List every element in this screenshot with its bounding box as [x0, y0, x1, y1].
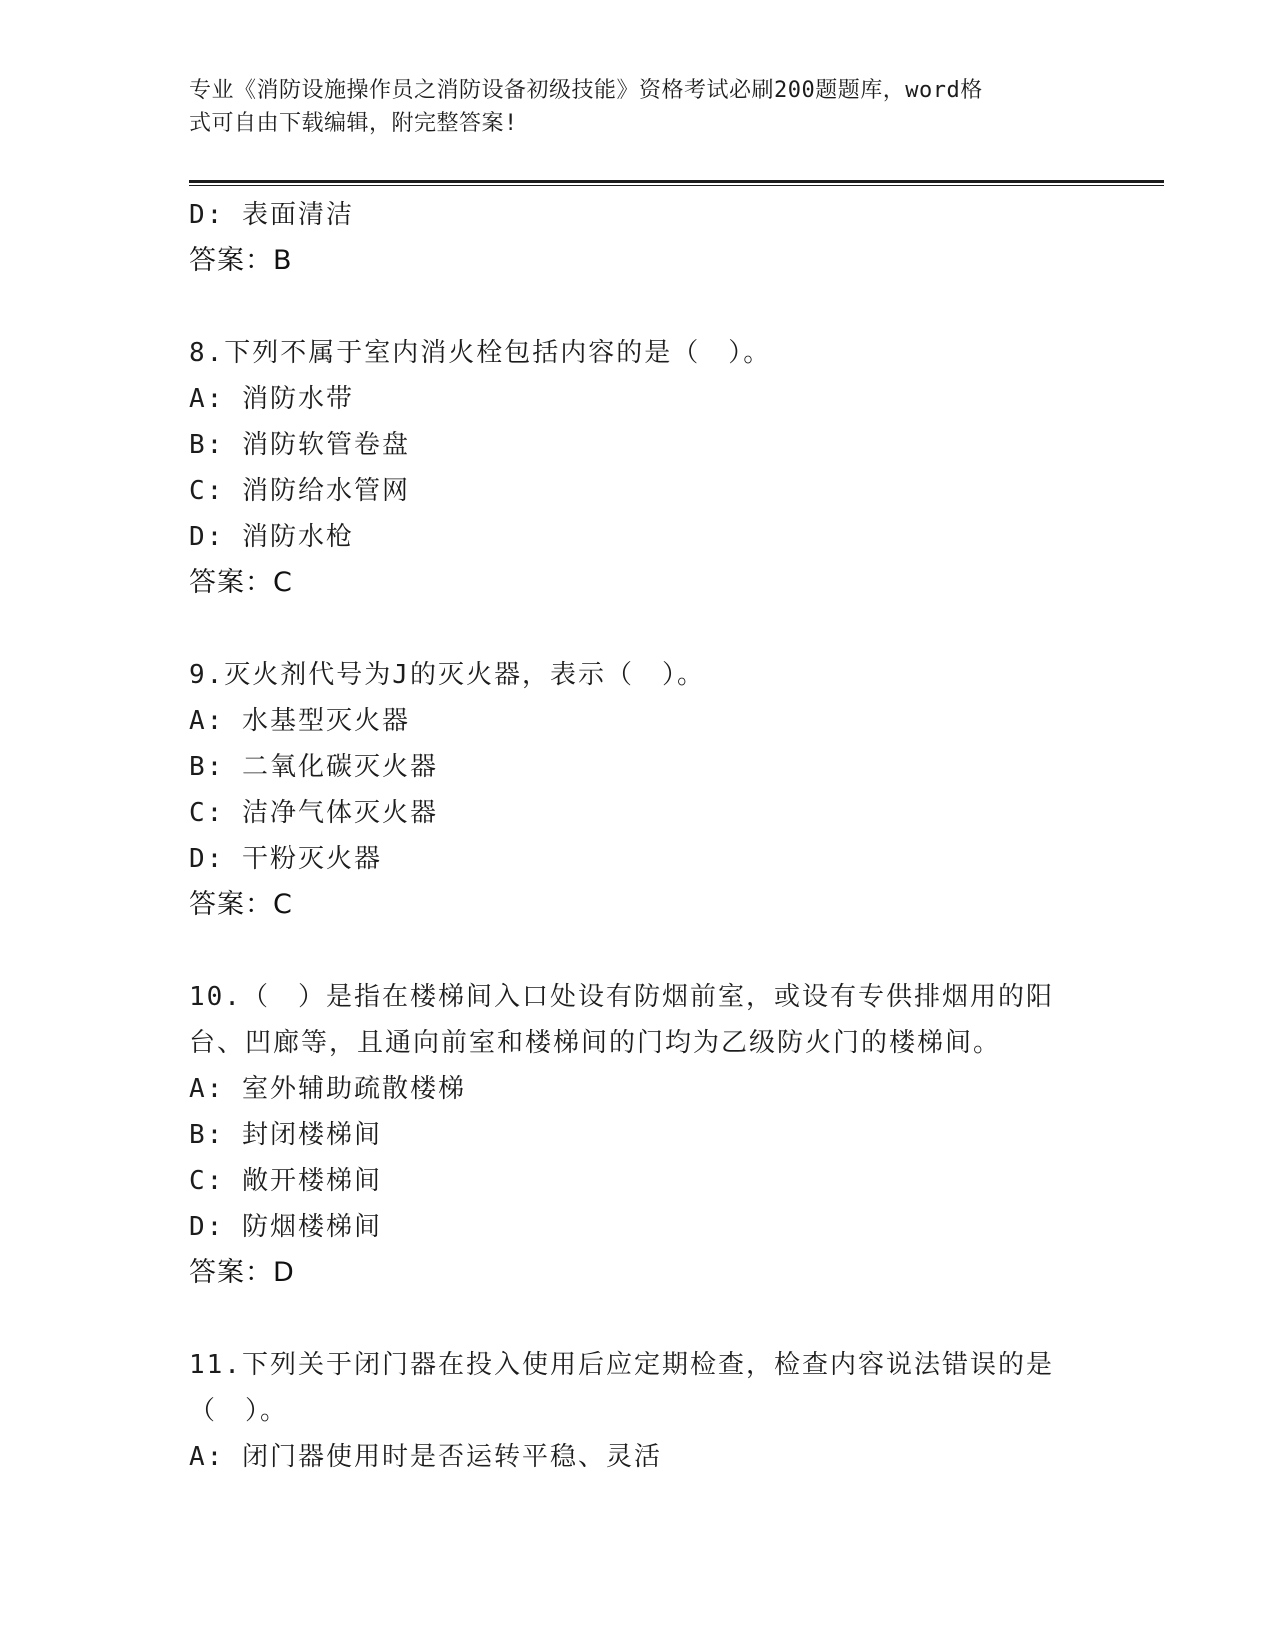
question-9-answer: 答案：C [189, 889, 293, 920]
question-10-stem-line-1: 10.（ ）是指在楼梯间入口处设有防烟前室，或设有专供排烟用的阳 [189, 982, 1054, 1012]
question-10-option-c: C: 敞开楼梯间 [189, 1166, 382, 1196]
question-10-answer: 答案：D [189, 1257, 295, 1288]
question-9-option-c: C: 洁净气体灭火器 [189, 798, 438, 828]
question-8-option-a: A: 消防水带 [189, 384, 354, 414]
spacer [189, 1296, 1089, 1342]
question-8-option-b: B: 消防软管卷盘 [189, 430, 410, 460]
question-11-stem-line-2: （ ）。 [189, 1396, 289, 1426]
question-8-answer: 答案：C [189, 567, 293, 598]
question-8-option-c: C: 消防给水管网 [189, 476, 410, 506]
spacer [189, 606, 1089, 652]
question-8-stem: 8.下列不属于室内消火栓包括内容的是（ ）。 [189, 338, 772, 368]
spacer [189, 284, 1089, 330]
question-content [189, 192, 1089, 1480]
question-9-option-d: D: 干粉灭火器 [189, 844, 382, 874]
question-10-stem-line-2: 台、凹廊等，且通向前室和楼梯间的门均为乙级防火门的楼梯间。 [189, 1028, 1002, 1058]
question-9-option-b: B: 二氧化碳灭火器 [189, 752, 438, 782]
question-10-option-d: D: 防烟楼梯间 [189, 1212, 382, 1242]
page-header [189, 74, 1089, 140]
question-8-option-d: D: 消防水枪 [189, 522, 354, 552]
question-10-option-b: B: 封闭楼梯间 [189, 1120, 382, 1150]
question-7-option-d: D: 表面清洁 [189, 200, 354, 230]
question-11-option-a: A: 闭门器使用时是否运转平稳、灵活 [189, 1442, 662, 1472]
question-7-answer: 答案：B [189, 245, 293, 276]
header-divider-thin [189, 185, 1164, 186]
header-line-1: 专业《消防设施操作员之消防设备初级技能》资格考试必刷200题题库，word格 [189, 78, 983, 103]
question-10-option-a: A: 室外辅助疏散楼梯 [189, 1074, 466, 1104]
question-9-option-a: A: 水基型灭火器 [189, 706, 410, 736]
spacer [189, 928, 1089, 974]
header-line-2: 式可自由下载编辑，附完整答案! [189, 111, 518, 136]
question-9-stem: 9.灭火剂代号为J的灭火器，表示（ ）。 [189, 660, 705, 690]
question-11-stem-line-1: 11.下列关于闭门器在投入使用后应定期检查，检查内容说法错误的是 [189, 1350, 1054, 1380]
header-divider-thick [189, 180, 1164, 183]
